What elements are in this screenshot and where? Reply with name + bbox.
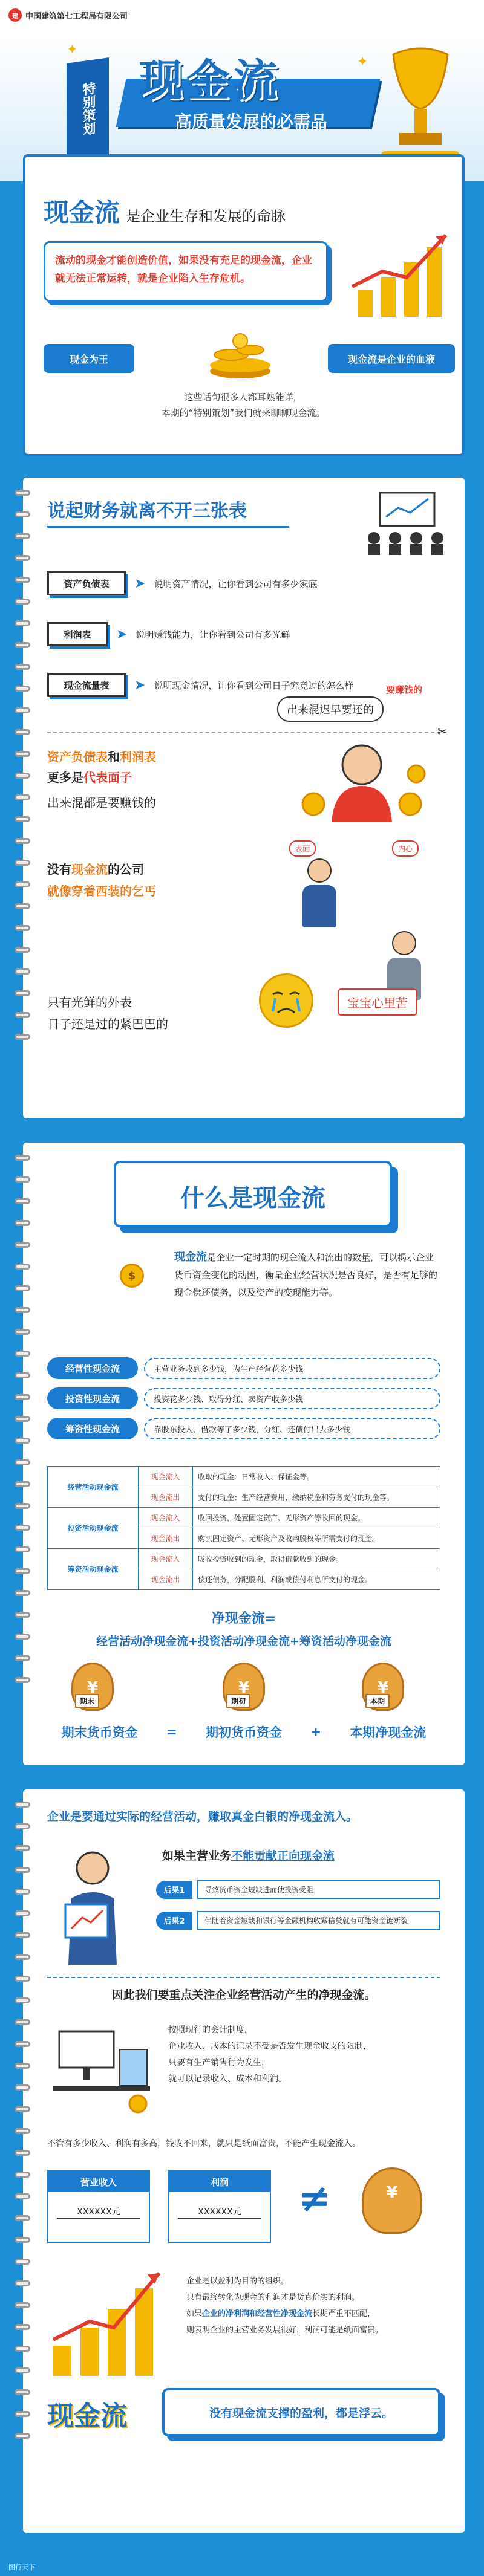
table-desc-cell: 购买固定资产、无形资产及收购股权等所需支付的现金。 xyxy=(193,1528,440,1549)
binder-ring xyxy=(15,2150,30,2156)
what-is-cashflow-card xyxy=(23,1143,465,1765)
highlight-text: 代表面子 xyxy=(83,770,132,785)
binder-ring xyxy=(15,1910,30,1916)
consequence-tag: 后果1 xyxy=(156,1881,192,1899)
text-line: 企业是以盈利为目的的组织。 xyxy=(186,2277,289,2286)
bag-label: 期初 xyxy=(226,1694,250,1708)
equation-part: 本期净现金流 xyxy=(350,1725,427,1740)
outer-label: 表面 xyxy=(289,840,316,857)
scissors-icon: ✂ xyxy=(437,724,448,739)
binder-ring xyxy=(15,490,30,496)
statements-point-2 xyxy=(47,858,156,902)
table-row xyxy=(48,1467,440,1487)
consequence-item xyxy=(156,1911,440,1930)
highlight-text: 利润表 xyxy=(120,750,156,764)
table-type-cell: 现金流入 xyxy=(139,1508,193,1528)
flow-type-desc: 主营业务收到多少钱，为生产经营花多少钱 xyxy=(144,1358,440,1379)
binder-rings xyxy=(15,1155,30,1683)
money-bag-large xyxy=(362,2167,434,2246)
company-name: 中国建筑第七工程局有限公司 xyxy=(25,11,128,21)
statement-desc: 说明资产情况，让你看到公司有多少家底 xyxy=(154,578,318,589)
binder-ring xyxy=(15,816,30,822)
page-title: 现金流 xyxy=(139,55,281,106)
paper-wealth-note xyxy=(47,2137,440,2149)
if-statement xyxy=(162,1847,335,1863)
binder-ring xyxy=(15,2041,30,2047)
binder-ring xyxy=(15,1997,30,2003)
text-part: 如果主营业务 xyxy=(162,1849,232,1863)
binder-ring xyxy=(15,1655,30,1661)
arrow-right-icon: ➤ xyxy=(116,626,128,642)
binder-ring xyxy=(15,1568,30,1574)
binder-ring xyxy=(15,1867,30,1873)
binder-ring xyxy=(15,1932,30,1938)
intro-caption-line: 这些话句很多人都耳熟能详， xyxy=(184,392,302,403)
binder-ring xyxy=(15,1954,30,1960)
binder-ring xyxy=(15,751,30,757)
flow-type-label: 投资性现金流 xyxy=(47,1387,138,1409)
accounting-rules xyxy=(168,2022,440,2088)
binder-ring xyxy=(15,577,30,583)
binder-ring xyxy=(15,2237,30,2243)
section-title-three-statements: 说起财务就离不开三张表 xyxy=(47,501,247,522)
binder-ring xyxy=(15,1438,30,1444)
intro-caption xyxy=(128,389,358,421)
binder-ring xyxy=(15,2302,30,2308)
equation-part: 期初货币资金 xyxy=(205,1725,282,1740)
statements-point-1 xyxy=(47,747,156,813)
binder-ring xyxy=(15,1372,30,1378)
consequence-text: 伴随着资金短缺和银行等金融机构收紧信贷就有可能资金链断裂 xyxy=(197,1911,440,1930)
binder-ring xyxy=(15,2215,30,2221)
binder-ring xyxy=(15,1503,30,1509)
statement-label: 现金流量表 xyxy=(47,673,126,697)
binder-ring xyxy=(15,1198,30,1204)
binder-ring xyxy=(15,1155,30,1161)
trophy-icon xyxy=(375,36,466,169)
trophy-illustration xyxy=(375,36,466,169)
highlight-text: 就像穿着西装的乞丐 xyxy=(47,884,156,898)
definition-text: 是企业一定时期的现金流入和流出的数量，可以揭示企业货币资金变化的动因，衡量企业经营状况是否良好，是否有足够的现金偿还债务，以及资产的变现能力等。 xyxy=(174,1252,438,1298)
binder-ring xyxy=(15,620,30,626)
text-line: 出来混都是要赚钱的 xyxy=(47,796,156,810)
binder-ring xyxy=(15,2280,30,2286)
money-bags-row xyxy=(47,1663,440,1717)
binder-ring xyxy=(15,990,30,996)
binder-ring xyxy=(15,511,30,517)
binder-ring xyxy=(15,1546,30,1552)
binder-ring xyxy=(15,773,30,779)
company-logo-icon: 建 xyxy=(8,8,22,22)
consequence-list xyxy=(156,1880,440,1930)
flow-type-item xyxy=(47,1357,440,1379)
table-type-cell: 现金流出 xyxy=(139,1569,193,1590)
binder-ring xyxy=(15,903,30,909)
focus-statement: 因此我们要重点关注企业经营活动产生的净现金流。 xyxy=(111,1988,376,2002)
balance-equation xyxy=(47,1723,440,1741)
cashflow-table xyxy=(47,1466,440,1590)
flow-type-label: 经营性现金流 xyxy=(47,1357,138,1379)
statement-label: 资产负债表 xyxy=(47,571,126,595)
binder-ring xyxy=(15,1459,30,1465)
binder-ring xyxy=(15,794,30,800)
highlight-text: 企业的净利润和经营性净现金流 xyxy=(202,2309,313,2318)
suit-man-icon xyxy=(301,858,338,931)
dashed-divider xyxy=(47,1977,440,1978)
cashflow-logo: 现金流 xyxy=(47,2401,127,2432)
statements-point-3 xyxy=(47,991,168,1035)
table-desc-cell: 支付的现金：生产经营费用、缴纳税金和劳务支付的现金等。 xyxy=(193,1487,440,1508)
binder-ring xyxy=(15,2063,30,2069)
binder-ring xyxy=(15,1802,30,1808)
highlight-text: 现金流 xyxy=(71,862,108,877)
table-desc-cell: 吸收投资收到的现金，取得借款收到的现金。 xyxy=(193,1549,440,1569)
desk-illustration xyxy=(47,2019,156,2122)
text-part: 更多是 xyxy=(47,770,83,785)
coins-illustration xyxy=(207,332,273,380)
revenue-value: XXXXXX元 xyxy=(57,2205,140,2219)
intro-lead-bold: 现金流 xyxy=(44,198,120,227)
money-bag-icon xyxy=(362,2167,422,2234)
table-row xyxy=(48,1508,440,1528)
binder-ring xyxy=(15,2019,30,2025)
binder-ring xyxy=(15,1889,30,1895)
text-line: 则表明企业的主营业务发展很好，利润可能是纸面富贵。 xyxy=(186,2326,384,2335)
binder-ring xyxy=(15,1976,30,1982)
rich-man-icon xyxy=(289,738,434,822)
cash-is-blood-button: 现金流是企业的血液 xyxy=(328,344,455,373)
intro-card xyxy=(23,154,465,456)
watermark: 图行天下 xyxy=(8,2563,35,2571)
binder-ring xyxy=(15,1481,30,1487)
binder-ring xyxy=(15,1307,30,1313)
growth-chart-icon xyxy=(346,229,455,320)
text-line: 企业收入、成本的记录不受是否发生现金收支的限制， xyxy=(168,2042,371,2051)
title-underline xyxy=(47,526,289,528)
binder-ring xyxy=(15,1176,30,1183)
intro-lead xyxy=(44,193,286,229)
binder-ring xyxy=(15,1034,30,1040)
suit-beggar-illustration xyxy=(289,840,446,943)
text-part: 的公司 xyxy=(108,862,144,877)
growth-chart-illustration xyxy=(346,229,455,320)
bag-label: 本期 xyxy=(365,1694,390,1708)
binder-ring xyxy=(15,1351,30,1357)
flow-types xyxy=(47,1357,440,1439)
binder-ring xyxy=(15,664,30,670)
profit-title: 利润 xyxy=(169,2172,270,2192)
binder-rings xyxy=(15,490,30,1040)
coin-dollar-icon: $ xyxy=(120,1264,144,1288)
text-line: 只要有生产销售行为发生， xyxy=(168,2058,270,2068)
table-type-cell: 现金流出 xyxy=(139,1487,193,1508)
table-desc-cell: 收回投资，处置固定资产、无形资产等收回的现金。 xyxy=(193,1508,440,1528)
flow-type-desc: 靠股东投入、借款等了多少钱，分红、还债付出去多少钱 xyxy=(144,1418,440,1439)
binder-ring xyxy=(15,838,30,844)
binder-ring xyxy=(15,1677,30,1683)
flow-type-item xyxy=(47,1418,440,1439)
intro-lead-rest: 是企业生存和发展的命脉 xyxy=(126,208,286,225)
binder-ring xyxy=(15,1329,30,1335)
binder-ring xyxy=(15,2128,30,2134)
binder-ring xyxy=(15,1264,30,1270)
cash-is-king-button: 现金为王 xyxy=(44,344,134,373)
statement-item xyxy=(47,562,446,605)
table-type-cell: 现金流出 xyxy=(139,1528,193,1549)
money-bag-period xyxy=(362,1663,404,1711)
section-title-what-is: 什么是现金流 xyxy=(180,1184,325,1212)
consequence-text: 导致货币资金短缺进而使投资受阻 xyxy=(197,1880,440,1899)
consequence-item xyxy=(156,1880,440,1899)
formula-text: 经营活动净现金流+投资活动净现金流+筹资活动净现金流 xyxy=(96,1635,391,1648)
text-line: 只有最终转化为现金的利润才是货真价实的利润。 xyxy=(186,2293,360,2302)
binder-ring xyxy=(15,1285,30,1291)
flow-type-label: 筹资性现金流 xyxy=(47,1418,138,1439)
page-subtitle: 高质量发展的必需品 xyxy=(174,112,327,132)
revenue-title: 营业收入 xyxy=(48,2172,149,2192)
binder-ring xyxy=(15,533,30,539)
statement-item xyxy=(47,613,446,655)
binder-ring xyxy=(15,1845,30,1851)
text-line: 就可以记录收入、成本和利润。 xyxy=(168,2074,287,2084)
text-line: 只有光鲜的外表 xyxy=(47,995,132,1010)
text-line: 按照现行的会计制度， xyxy=(168,2025,253,2035)
binder-ring xyxy=(15,686,30,692)
money-bag-small xyxy=(114,1245,150,1300)
worried-businessman-icon xyxy=(47,1844,138,1965)
consequence-tag: 后果2 xyxy=(156,1912,192,1930)
equation-part: 期末货币资金 xyxy=(61,1725,138,1740)
binder-ring xyxy=(15,1823,30,1829)
meeting-illustration xyxy=(362,490,446,556)
text-part: 就只是纸面富贵，不能产生现金流入。 xyxy=(217,2139,361,2149)
binder-ring xyxy=(15,2259,30,2265)
statement-desc: 说明赚钱能力，让你看到公司有多光鲜 xyxy=(136,629,290,640)
sad-badge: 宝宝心里苦 xyxy=(338,988,417,1016)
binder-ring xyxy=(15,2367,30,2373)
binder-ring xyxy=(15,2389,30,2395)
binder-ring xyxy=(15,2193,30,2199)
inner-label: 内心 xyxy=(392,840,419,857)
binder-ring xyxy=(15,947,30,953)
table-group-cell: 投资活动现金流 xyxy=(48,1508,139,1549)
binder-ring xyxy=(15,1242,30,1248)
binder-ring xyxy=(15,2411,30,2417)
dashed-divider xyxy=(47,732,440,733)
highlight-text: 不能贡献正向现金流 xyxy=(231,1849,335,1863)
arrow-right-icon: ➤ xyxy=(134,576,146,591)
speech-bubble-small: 要赚钱的 xyxy=(386,684,423,695)
not-equal-sign: ≠ xyxy=(298,2176,331,2221)
arrow-right-icon: ➤ xyxy=(134,677,146,693)
speech-bubble: 出来混迟早要还的 xyxy=(277,696,384,722)
text-line: 日子还是过的紧巴巴的 xyxy=(47,1017,168,1031)
statement-desc: 说明现金情况，让你看到公司日子究竟过的怎么样 xyxy=(154,680,354,691)
money-bag-begin xyxy=(223,1663,265,1711)
equation-operator: = xyxy=(166,1725,177,1739)
crying-face-icon xyxy=(259,973,313,1028)
binder-ring xyxy=(15,555,30,561)
three-statements-card xyxy=(23,478,465,1118)
rising-bars-icon xyxy=(47,2267,168,2376)
binder-ring xyxy=(15,881,30,887)
definition-term: 现金流 xyxy=(174,1251,207,1264)
binder-ring xyxy=(15,925,30,931)
text-part: 长期严重不匹配， xyxy=(312,2309,376,2318)
binder-rings xyxy=(15,1802,30,2439)
text-part: 不管有多少收入、利润有多高，钱收不回来， xyxy=(47,2139,217,2149)
cashflow-definition xyxy=(174,1248,440,1302)
operating-cashflow-card xyxy=(23,1789,465,2533)
table-group-cell: 经营活动现金流 xyxy=(48,1467,139,1508)
binder-ring xyxy=(15,860,30,866)
binder-ring xyxy=(15,2084,30,2091)
binder-ring xyxy=(15,2324,30,2330)
crying-face-features xyxy=(261,975,312,1026)
presentation-icon xyxy=(362,490,446,556)
table-desc-cell: 收取的现金：日常收入、保证金等。 xyxy=(193,1467,440,1487)
worried-man-illustration xyxy=(47,1844,138,1965)
binder-ring xyxy=(15,2346,30,2352)
highlight-text: 资产负债表 xyxy=(47,750,108,764)
profit-box xyxy=(168,2170,271,2243)
binder-ring xyxy=(15,1590,30,1596)
binder-ring xyxy=(15,1220,30,1226)
money-bag-end xyxy=(71,1663,114,1711)
binder-ring xyxy=(15,707,30,713)
intro-quote: 流动的现金才能创造价值，如果没有充足的现金流，企业就无法正常运转，就是企业陷入生存危机。 xyxy=(44,241,328,302)
sparkle-icon: ✦ xyxy=(67,42,78,57)
operating-lead: 企业是要通过实际的经营活动，赚取真金白银的净现金流入。 xyxy=(47,1810,358,1823)
flow-type-item xyxy=(47,1387,440,1409)
company-logo xyxy=(8,8,128,22)
binder-ring xyxy=(15,1525,30,1531)
binder-ring xyxy=(15,968,30,975)
binder-ring xyxy=(15,2433,30,2439)
special-tag: 特别策划 xyxy=(67,57,109,160)
binder-ring xyxy=(15,729,30,735)
money-man-illustration xyxy=(289,738,434,822)
text-part: 如果 xyxy=(186,2309,203,2318)
flow-type-desc: 投资花多少钱、取得分红、卖资产收多少钱 xyxy=(144,1388,440,1409)
final-statement: 没有现金流支撑的盈利，都是浮云。 xyxy=(162,2388,440,2436)
table-type-cell: 现金流入 xyxy=(139,1467,193,1487)
table-type-cell: 现金流入 xyxy=(139,1549,193,1569)
closing-paragraph xyxy=(186,2273,440,2338)
intro-caption-line: 本期的“特别策划”我们就来聊聊现金流。 xyxy=(161,407,325,418)
binder-ring xyxy=(15,2106,30,2112)
table-group-cell: 筹资活动现金流 xyxy=(48,1549,139,1590)
text-part: 和 xyxy=(108,750,120,764)
binder-ring xyxy=(15,599,30,605)
equation-operator: + xyxy=(310,1725,321,1739)
growth-bars-illustration xyxy=(47,2267,168,2376)
binder-ring xyxy=(15,1012,30,1018)
text-part: 没有 xyxy=(47,862,71,877)
coin-stack-icon xyxy=(207,332,273,380)
binder-ring xyxy=(15,642,30,648)
binder-ring xyxy=(15,1394,30,1400)
binder-ring xyxy=(15,1416,30,1422)
statement-label: 利润表 xyxy=(47,622,108,646)
table-row xyxy=(48,1549,440,1569)
revenue-box xyxy=(47,2170,150,2243)
profit-value: XXXXXX元 xyxy=(178,2205,261,2219)
sparkle-icon: ✦ xyxy=(357,54,368,70)
formula-label: 净现金流= xyxy=(211,1611,276,1626)
table-desc-cell: 偿还债务，分配股利、利润或偿付利息所支付的现金。 xyxy=(193,1569,440,1590)
accounting-desk-icon xyxy=(47,2019,156,2122)
bag-label: 期末 xyxy=(75,1694,99,1708)
binder-ring xyxy=(15,2172,30,2178)
cashflow-table-grid xyxy=(47,1466,440,1590)
